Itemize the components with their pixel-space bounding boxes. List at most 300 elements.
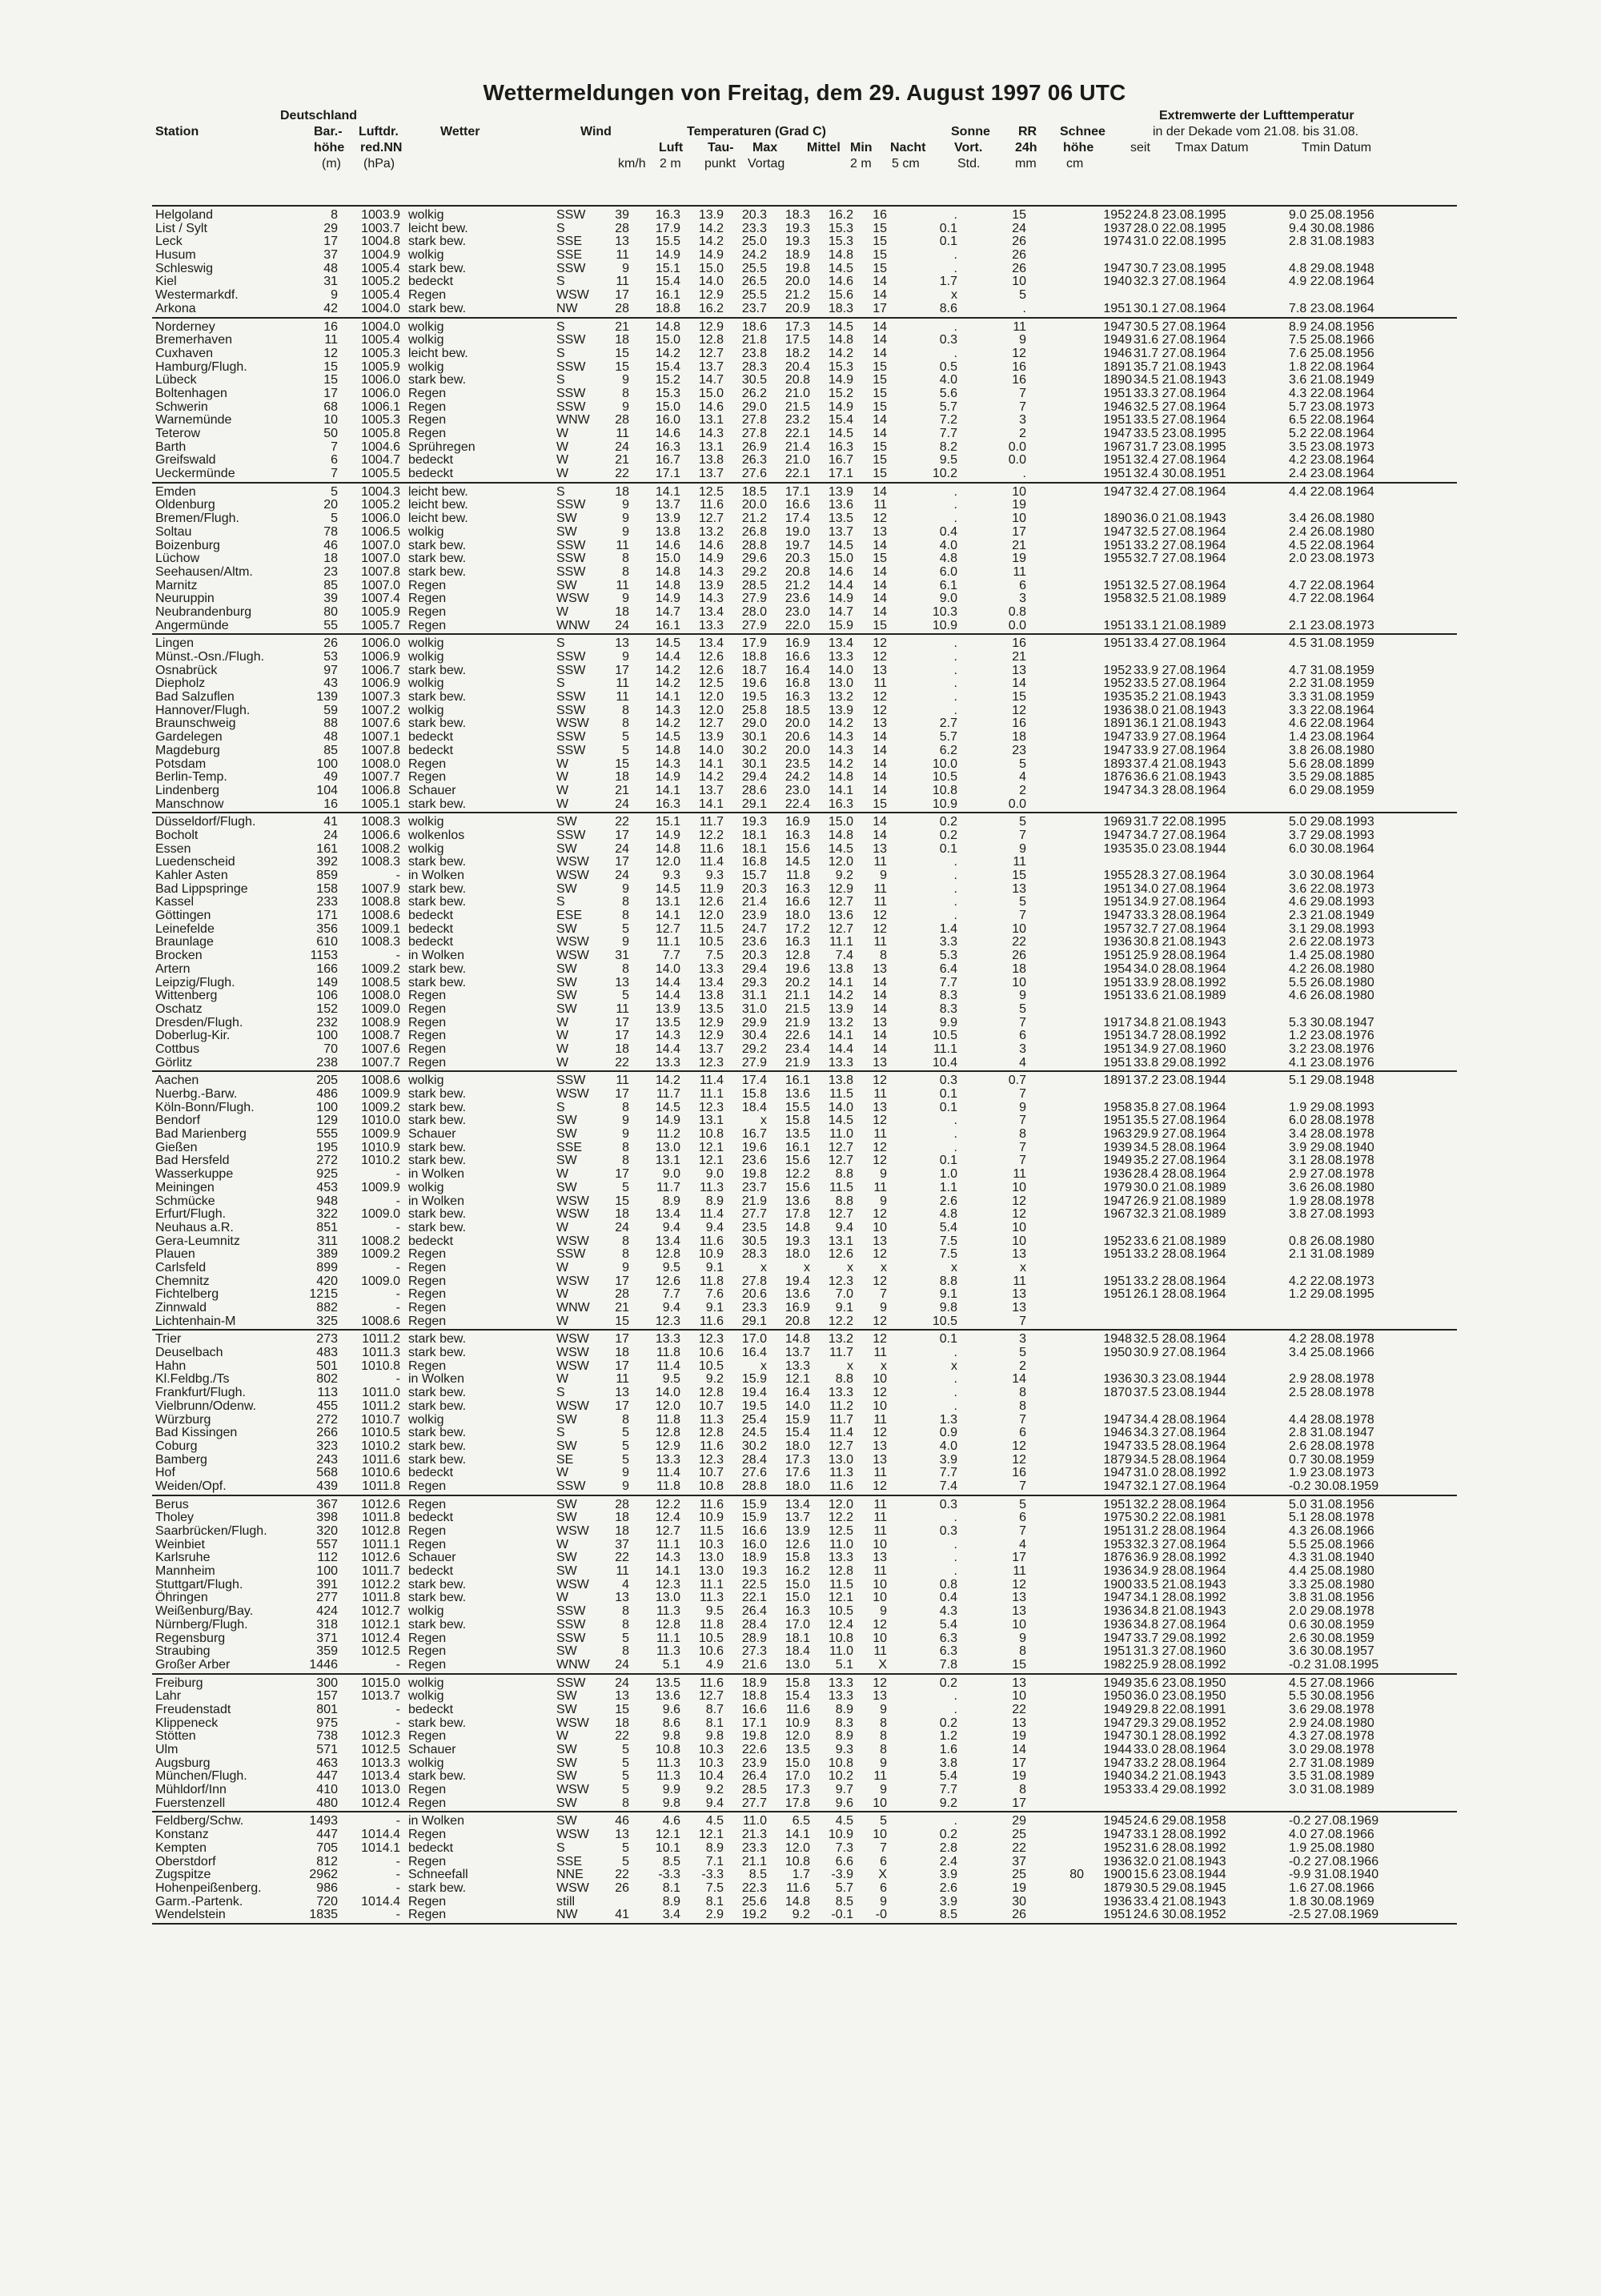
table-row: [152, 1114, 1457, 1128]
temp-night: 14: [873, 757, 887, 771]
precipitation: 12: [1012, 1207, 1026, 1222]
since-year: 1975: [1103, 1511, 1132, 1525]
temp-air: 16.7: [655, 453, 680, 468]
station-name: Bad Marienberg: [155, 1127, 247, 1142]
weather: in Wolken: [408, 949, 464, 963]
sunshine: 9.8: [939, 1301, 957, 1315]
wind-speed: 28: [615, 413, 629, 427]
table-row: [152, 1856, 1457, 1869]
temp-max: 19.6: [741, 676, 767, 691]
temp-mean: 13.7: [784, 1511, 810, 1525]
weather: bedeckt: [408, 275, 454, 289]
weather: Regen: [408, 578, 447, 592]
temp-max: 28.5: [741, 578, 767, 592]
dew-point: 13.9: [698, 730, 724, 745]
sunshine: 7.7: [939, 1466, 957, 1480]
barometer-height: 68: [323, 399, 338, 414]
pressure: 1004.3: [361, 484, 400, 499]
temp-mean: 17.5: [784, 333, 810, 347]
station-name: Lahr: [155, 1689, 182, 1704]
weather: stark bew.: [408, 1154, 467, 1168]
temp-night: 13: [873, 1015, 887, 1030]
temp-night: 14: [873, 484, 887, 499]
temp-min: 14.9: [828, 373, 853, 387]
sunshine: 0.1: [939, 1332, 957, 1347]
sunshine: 9.0: [939, 592, 957, 606]
sunshine: .: [953, 855, 957, 869]
temp-max: 23.6: [741, 1154, 767, 1168]
dew-point: 11.6: [700, 1234, 724, 1248]
pressure: 1007.0: [361, 538, 400, 552]
tmax-record: 35.0 23.08.1944: [1134, 841, 1226, 856]
sunshine: .: [953, 650, 957, 664]
tmin-record: 2.8 31.08.1947: [1289, 1426, 1374, 1440]
tmax-record: 34.3 28.08.1964: [1134, 783, 1226, 797]
temp-air: 9.8: [662, 1729, 680, 1744]
station-group: [152, 1675, 1457, 1813]
wind-direction: W: [556, 1015, 569, 1030]
tmax-record: 33.2 28.08.1964: [1134, 1247, 1226, 1262]
temp-mean: 16.6: [784, 498, 810, 512]
table-row: [152, 1208, 1457, 1222]
temp-mean: 16.3: [784, 881, 810, 896]
dew-point: 12.8: [698, 1386, 724, 1400]
pressure: 1006.7: [361, 663, 400, 677]
temp-max: 26.2: [741, 386, 767, 400]
sunshine: 0.1: [939, 841, 957, 856]
station-name: Cottbus: [155, 1042, 200, 1056]
temp-max: 18.1: [741, 828, 767, 842]
tmin-record: 3.4 25.08.1966: [1289, 1346, 1374, 1360]
weather: Regen: [408, 604, 447, 619]
sunshine: 10.9: [932, 618, 957, 632]
temp-mean: 21.9: [784, 1015, 810, 1030]
wind-speed: 5: [622, 1840, 629, 1855]
precipitation: 6: [1019, 1426, 1026, 1440]
table-row: [152, 1467, 1457, 1480]
dew-point: 10.7: [698, 1399, 724, 1413]
temp-mean: 14.0: [784, 1399, 810, 1413]
sunshine: .: [953, 1386, 957, 1400]
temp-max: 29.4: [741, 770, 767, 785]
dew-point: 11.3: [700, 1591, 724, 1605]
tmax-record: 32.7 27.08.1964: [1134, 921, 1226, 936]
station-name: Essen: [155, 841, 191, 856]
temp-min: 9.3: [835, 1743, 853, 1756]
dew-point: 9.4: [705, 1796, 724, 1810]
table-row: [152, 785, 1457, 798]
precipitation: 6: [1019, 1029, 1026, 1043]
temp-night: 11: [873, 895, 887, 909]
tmax-record: 32.1 27.08.1964: [1134, 1479, 1226, 1493]
temp-night: 13: [873, 1689, 887, 1704]
page-title: Wettermeldungen von Freitag, dem 29. August 1997 06 UTC: [483, 80, 1126, 105]
temp-max: 18.7: [741, 663, 767, 677]
station-name: Trier: [155, 1332, 182, 1347]
precipitation: 19: [1012, 1881, 1026, 1895]
temp-max: 23.3: [741, 1301, 767, 1315]
barometer-height: 238: [316, 1055, 338, 1070]
precipitation: 8: [1019, 1644, 1026, 1659]
temp-min: 14.1: [828, 975, 853, 989]
barometer-height: 851: [316, 1220, 338, 1234]
temp-min: 13.6: [828, 498, 853, 512]
sunshine: 1.7: [939, 275, 957, 289]
temp-mean: 16.3: [784, 1604, 810, 1619]
table-row: [152, 989, 1457, 1003]
pressure: 1004.0: [361, 301, 400, 315]
precipitation: 13: [1012, 881, 1026, 896]
pressure: 1012.1: [361, 1617, 400, 1632]
since-year: 1947: [1103, 1828, 1132, 1842]
tmin-record: 4.4 25.08.1980: [1289, 1564, 1374, 1579]
pressure: 1009.0: [361, 1207, 400, 1222]
temp-air: 13.9: [655, 512, 680, 526]
temp-max: 20.3: [741, 881, 767, 896]
sunshine: .: [953, 248, 957, 263]
wind-speed: 17: [615, 828, 629, 842]
precipitation: 19: [1012, 1769, 1026, 1784]
since-year: 1951: [1103, 301, 1132, 315]
station-name: Boizenburg: [155, 538, 220, 552]
temp-min: 11.1: [829, 935, 853, 949]
temp-max: 26.5: [741, 275, 767, 289]
temp-air: 14.8: [655, 743, 680, 757]
temp-min: 9.7: [835, 1783, 853, 1797]
barometer-height: 39: [323, 592, 338, 606]
temp-air: 15.4: [655, 359, 680, 374]
dew-point: 10.9: [698, 1247, 724, 1262]
precipitation: 12: [1012, 703, 1026, 717]
temp-night: 12: [873, 1479, 887, 1493]
dew-point: 11.6: [700, 1676, 724, 1690]
temp-air: 7.7: [662, 949, 680, 963]
table-row: [152, 1511, 1457, 1525]
pressure: -: [395, 1167, 400, 1182]
temp-mean: 17.3: [784, 319, 810, 334]
temp-night: 11: [873, 1087, 887, 1101]
tmin-record: 3.6 26.08.1980: [1289, 1180, 1374, 1194]
barometer-height: 11: [324, 333, 338, 347]
table-row: [152, 1182, 1457, 1195]
barometer-height: 882: [316, 1301, 338, 1315]
temp-mean: 9.2: [792, 1908, 810, 1922]
temp-air: 14.4: [655, 1042, 680, 1056]
temp-max: 23.6: [741, 935, 767, 949]
wind-speed: 5: [622, 1769, 629, 1784]
tmax-record: 32.5 21.08.1989: [1134, 592, 1226, 606]
sunshine: 10.4: [932, 1055, 957, 1070]
wind-direction: SSW: [556, 564, 586, 579]
pressure: 1011.8: [362, 1511, 400, 1525]
tmin-record: 5.2 22.08.1964: [1289, 427, 1374, 440]
temp-night: 14: [873, 592, 887, 606]
dew-point: 13.8: [698, 989, 724, 1003]
temp-max: 28.8: [741, 1479, 767, 1493]
tmax-record: 29.9 27.08.1964: [1134, 1127, 1226, 1142]
temp-min: 12.5: [828, 1524, 853, 1538]
temp-min: 14.2: [828, 989, 853, 1003]
temp-min: 7.4: [835, 949, 853, 963]
since-year: 1947: [1103, 524, 1132, 539]
table-row: [152, 745, 1457, 758]
pressure: 1007.9: [361, 881, 400, 896]
weather: stark bew.: [408, 1769, 467, 1784]
dew-point: 13.9: [698, 578, 724, 592]
weather: wolkig: [408, 524, 444, 539]
table-row: [152, 691, 1457, 704]
temp-mean: 20.0: [784, 743, 810, 757]
tmax-record: 36.0 21.08.1943: [1134, 512, 1226, 526]
sunshine: 6.3: [939, 1631, 957, 1645]
weather: Regen: [408, 770, 447, 785]
tmin-record: 8.9 24.08.1956: [1289, 319, 1374, 334]
dew-point: 7.6: [705, 1287, 724, 1302]
pressure: 1009.9: [361, 1127, 400, 1142]
since-year: 1937: [1103, 221, 1132, 235]
temp-max: 17.9: [741, 636, 767, 651]
since-year: 1979: [1103, 1180, 1132, 1194]
precipitation: 10: [1012, 921, 1026, 936]
temp-air: 13.1: [655, 895, 680, 909]
temp-min: 13.2: [828, 1015, 853, 1030]
wind-direction: SW: [556, 512, 577, 526]
dew-point: 13.4: [698, 636, 724, 651]
temp-air: 13.9: [655, 1001, 680, 1016]
barometer-height: 195: [316, 1140, 338, 1154]
temp-min: 13.3: [828, 1551, 853, 1565]
temp-night: 14: [873, 1029, 887, 1043]
temp-air: 8.9: [662, 1894, 680, 1909]
wind-direction: WSW: [556, 1332, 589, 1347]
barometer-height: 70: [323, 1042, 338, 1056]
temp-air: 15.0: [655, 552, 680, 566]
weather: stark bew.: [408, 1346, 467, 1360]
temp-min: 14.1: [828, 1029, 853, 1043]
header-tmin: Tmin Datum: [1302, 141, 1372, 155]
weather: bedeckt: [408, 1511, 454, 1525]
temp-max: 23.7: [741, 1180, 767, 1194]
wind-speed: 24: [615, 440, 629, 454]
dew-point: 9.4: [705, 1220, 724, 1234]
station-name: Artern: [155, 961, 191, 976]
sunshine: 2.7: [939, 716, 957, 731]
barometer-height: 555: [316, 1127, 338, 1142]
tmin-record: 7.8 23.08.1964: [1289, 301, 1374, 315]
since-year: 1954: [1103, 961, 1132, 976]
temp-min: 14.9: [828, 399, 853, 414]
temp-mean: 21.5: [784, 1001, 810, 1016]
tmin-record: 3.0 29.08.1978: [1289, 1743, 1374, 1756]
tmin-record: 4.5 27.08.1966: [1289, 1676, 1374, 1690]
temp-air: 12.6: [655, 1274, 680, 1288]
weather: stark bew.: [408, 1591, 467, 1605]
station-name: Neuhaus a.R.: [155, 1220, 234, 1234]
station-name: Helgoland: [155, 208, 214, 222]
temp-air: 4.6: [662, 1814, 680, 1828]
station-name: Deuselbach: [155, 1346, 223, 1360]
wind-speed: 8: [622, 1100, 629, 1114]
temp-night: 12: [873, 909, 887, 923]
precipitation: 4: [1019, 770, 1026, 785]
precipitation: 26: [1012, 248, 1026, 263]
temp-max: 18.9: [741, 1676, 767, 1690]
station-name: Boltenhagen: [155, 386, 227, 400]
station-name: Ulm: [155, 1743, 179, 1756]
barometer-height: 859: [316, 869, 338, 882]
table-row: [152, 1414, 1457, 1427]
precipitation: 13: [1012, 1604, 1026, 1619]
barometer-height: 738: [316, 1729, 338, 1744]
temp-min: 13.7: [828, 524, 853, 539]
temp-air: 14.6: [655, 538, 680, 552]
tmax-record: 32.3 21.08.1989: [1134, 1207, 1226, 1222]
precipitation: 3: [1019, 413, 1026, 427]
precipitation: 7: [1019, 386, 1026, 400]
temp-min: 13.6: [828, 909, 853, 923]
temp-night: 10: [873, 1591, 887, 1605]
wind-direction: W: [556, 1055, 569, 1070]
temp-min: 14.5: [828, 538, 853, 552]
tmax-record: 33.8 29.08.1992: [1134, 1055, 1226, 1070]
temp-air: 13.1: [655, 1154, 680, 1168]
temp-night: 13: [873, 1055, 887, 1070]
station-name: Karlsruhe: [155, 1551, 211, 1565]
weather: wolkig: [408, 815, 444, 829]
tmax-record: 33.3 28.08.1964: [1134, 909, 1226, 923]
wind-speed: 17: [615, 1274, 629, 1288]
since-year: 1967: [1103, 1207, 1132, 1222]
wind-speed: 11: [616, 538, 629, 552]
wind-speed: 17: [615, 1359, 629, 1373]
temp-mean: 17.0: [784, 1617, 810, 1632]
barometer-height: 1835: [309, 1908, 338, 1922]
tmin-record: 3.0 31.08.1989: [1289, 1783, 1374, 1797]
dew-point: 9.5: [705, 1604, 724, 1619]
pressure: 1004.6: [361, 440, 400, 454]
wind-direction: S: [556, 1426, 565, 1440]
since-year: 1951: [1103, 1524, 1132, 1538]
station-name: Doberlug-Kir.: [155, 1029, 231, 1043]
precipitation: 5: [1019, 1001, 1026, 1016]
wind-speed: 9: [622, 1479, 629, 1493]
temp-min: 14.2: [828, 757, 853, 771]
precipitation: 13: [1012, 1287, 1026, 1302]
temp-night: 14: [873, 564, 887, 579]
temp-min: 14.5: [828, 261, 853, 275]
pressure: 1005.4: [361, 288, 400, 303]
temp-mean: 21.4: [784, 440, 810, 454]
pressure: 1005.1: [361, 797, 400, 811]
temp-air: 11.1: [656, 1537, 680, 1551]
header-tmax: Tmax Datum: [1175, 141, 1249, 155]
temp-min: 13.1: [828, 1234, 853, 1248]
barometer-height: 463: [316, 1756, 338, 1770]
weather: stark bew.: [408, 961, 467, 976]
temp-air: 11.3: [656, 1644, 680, 1659]
precipitation: 8: [1019, 1783, 1026, 1797]
temp-mean: 12.0: [784, 1840, 810, 1855]
temp-max: 17.4: [741, 1074, 767, 1088]
wind-speed: 11: [616, 1001, 629, 1016]
table-row: [152, 1551, 1457, 1565]
station-name: Hannover/Flugh.: [155, 703, 251, 717]
tmin-record: 5.0 31.08.1956: [1289, 1497, 1374, 1511]
barometer-height: 15: [323, 359, 338, 374]
sunshine: 8.5: [939, 1908, 957, 1922]
temp-mean: 20.4: [784, 359, 810, 374]
temp-mean: 20.0: [784, 275, 810, 289]
temp-max: 15.7: [741, 869, 767, 882]
wind-speed: 9: [622, 650, 629, 664]
since-year: 1936: [1103, 1372, 1132, 1387]
weather: bedeckt: [408, 467, 454, 481]
temp-mean: 21.2: [784, 288, 810, 303]
wind-speed: 22: [615, 1551, 629, 1565]
temp-air: 17.1: [655, 467, 680, 481]
tmin-record: 1.6 27.08.1966: [1289, 1881, 1374, 1895]
tmax-record: 25.9 28.08.1992: [1134, 1657, 1226, 1672]
barometer-height: 12: [323, 346, 338, 360]
sunshine: x: [951, 288, 957, 303]
wind-direction: S: [556, 484, 565, 499]
sunshine: 7.7: [939, 1783, 957, 1797]
station-name: Tholey: [155, 1511, 195, 1525]
table-row: [152, 1003, 1457, 1017]
weather: leicht bew.: [408, 346, 468, 360]
temp-mean: 17.3: [784, 1783, 810, 1797]
temp-night: 11: [873, 881, 887, 896]
temp-air: 13.3: [655, 1055, 680, 1070]
barometer-height: 318: [316, 1617, 338, 1632]
dew-point: 14.9: [698, 552, 724, 566]
temp-mean: 17.6: [784, 1466, 810, 1480]
temp-air: 8.1: [662, 1881, 680, 1895]
temp-mean: 16.1: [784, 1140, 810, 1154]
temp-max: 29.9: [741, 1015, 767, 1030]
wind-speed: 8: [622, 1154, 629, 1168]
dew-point: 12.6: [698, 895, 724, 909]
temp-night: -0: [875, 1908, 887, 1922]
weather: Regen: [408, 1854, 447, 1869]
precipitation: 15: [1012, 208, 1026, 222]
table-row: [152, 1017, 1457, 1030]
pressure: 1008.8: [361, 895, 400, 909]
tmax-record: 34.0 27.08.1964: [1134, 881, 1226, 896]
tmin-record: 4.3 22.08.1964: [1289, 386, 1374, 400]
wind-direction: SSW: [556, 261, 586, 275]
weather: stark bew.: [408, 855, 467, 869]
temp-min: -0.1: [831, 1908, 853, 1922]
tmax-record: 34.2 21.08.1943: [1134, 1769, 1226, 1784]
weather: bedeckt: [408, 453, 454, 468]
since-year: 1917: [1103, 1015, 1132, 1030]
dew-point: 12.1: [698, 1828, 724, 1842]
table-row: [152, 414, 1457, 427]
temp-max: 27.7: [741, 1207, 767, 1222]
dew-point: 11.4: [700, 1074, 724, 1088]
sunshine: 7.2: [939, 413, 957, 427]
tmin-record: 5.1 29.08.1948: [1289, 1074, 1374, 1088]
temp-air: 8.5: [662, 1854, 680, 1869]
temp-min: 14.9: [828, 592, 853, 606]
temp-mean: 13.5: [784, 1743, 810, 1756]
temp-max: 25.5: [741, 288, 767, 303]
temp-mean: 21.5: [784, 399, 810, 414]
dew-point: 14.1: [698, 797, 724, 811]
temp-mean: 15.9: [784, 1412, 810, 1427]
table-row: [152, 1168, 1457, 1182]
